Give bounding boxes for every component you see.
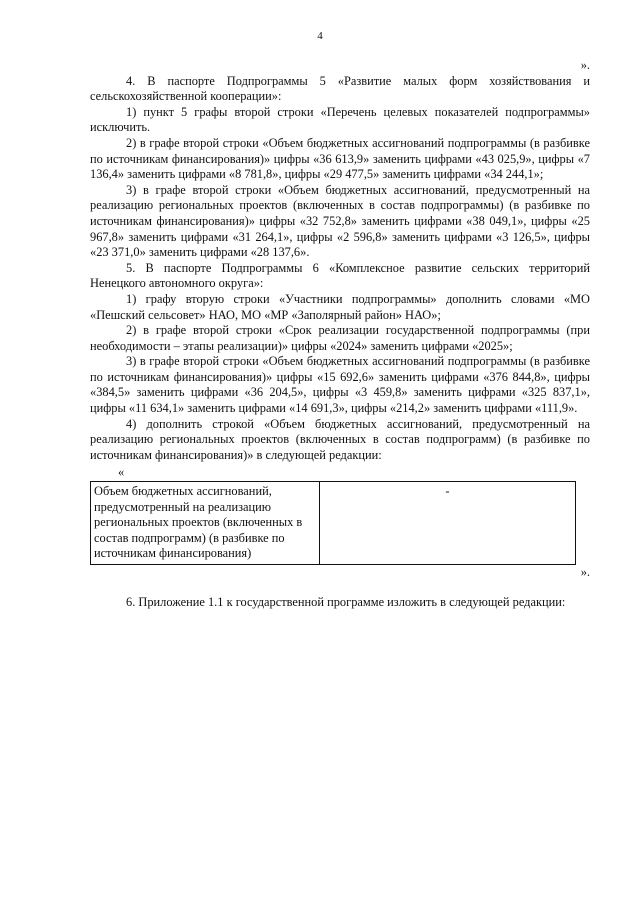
opening-quote: « <box>118 465 125 480</box>
section-6: 6. Приложение 1.1 к государственной программе изложить в следующей редакции: <box>126 594 566 609</box>
closing-quote-top: ». <box>580 58 590 72</box>
section-5-item-2: 2) в графе второй строки «Срок реализации государственной подпрограммы (при необходимости – этапы реализации)» цифры «2024» заменить цифрами «2025»; <box>90 323 590 353</box>
page-number: 4 <box>317 30 323 42</box>
funding-table <box>90 481 576 565</box>
table-value-cell: - <box>320 482 576 565</box>
table-row <box>91 482 576 565</box>
section-5-item-4: 4) дополнить строкой «Объем бюджетных ассигнований, предусмотренный на реализацию региональных проектов (включенных в состав подпрограмм) (в разбивке по источникам финансирования)» в следующей редакции: <box>90 416 590 462</box>
section-4-heading: 4. В паспорте Подпрограммы 5 «Развитие малых форм хозяйствования и сельскохозяйственной кооперации»: <box>90 73 590 104</box>
section-5-item-1: 1) графу вторую строки «Участники подпрограммы» дополнить словами «МО «Пешский сельсовет» НАО, МО «МР «Заполярный район» НАО»; <box>90 291 590 322</box>
section-4-item-1: 1) пункт 5 графы второй строки «Перечень целевых показателей подпрограммы» исключить. <box>90 104 590 135</box>
section-4-item-2: 2) в графе второй строки «Объем бюджетных ассигнований подпрограммы (в разбивке по источникам финансирования)» цифры «36 613,9» заменить цифрами «43 025,9», цифры «7 136,4» заменить цифрами «8 781,8», цифры «29 477,5» заменить цифрами «34 244,1»; <box>90 135 590 182</box>
document-body <box>90 58 590 610</box>
closing-quote-table: ». <box>580 565 590 579</box>
table-label-cell: Объем бюджетных ассигнований, предусмотренный на реализацию региональных проектов (включенных в состав подпрограмм) (в разбивке по источникам финансирования) <box>91 482 320 565</box>
section-5-heading: 5. В паспорте Подпрограммы 6 «Комплексное развитие сельских территорий Ненецкого автономного округа»: <box>90 260 590 291</box>
section-5-item-3: 3) в графе второй строки «Объем бюджетных ассигнований подпрограммы (в разбивке по источникам финансирования)» цифры «15 692,6» заменить цифрами «376 844,8», цифры «384,5» заменить цифрами «36 204,5», цифры «3 459,8» заменить цифрами «325 837,1», цифры «11 634,1» заменить цифрами «14 691,3», цифры «214,2» заменить цифрами «111,9». <box>90 354 590 416</box>
section-4-item-3: 3) в графе второй строки «Объем бюджетных ассигнований, предусмотренный на реализацию региональных проектов (включенных в состав подпрограммы) (в разбивке по источникам финансирования)» цифры «32 752,8» заменить цифрами «38 049,1», цифры «25 967,8» заменить цифрами «31 264,1», цифры «2 596,8» заменить цифрами «3 126,5», цифры «23 371,0» заменить цифрами «28 137,6». <box>90 182 590 260</box>
